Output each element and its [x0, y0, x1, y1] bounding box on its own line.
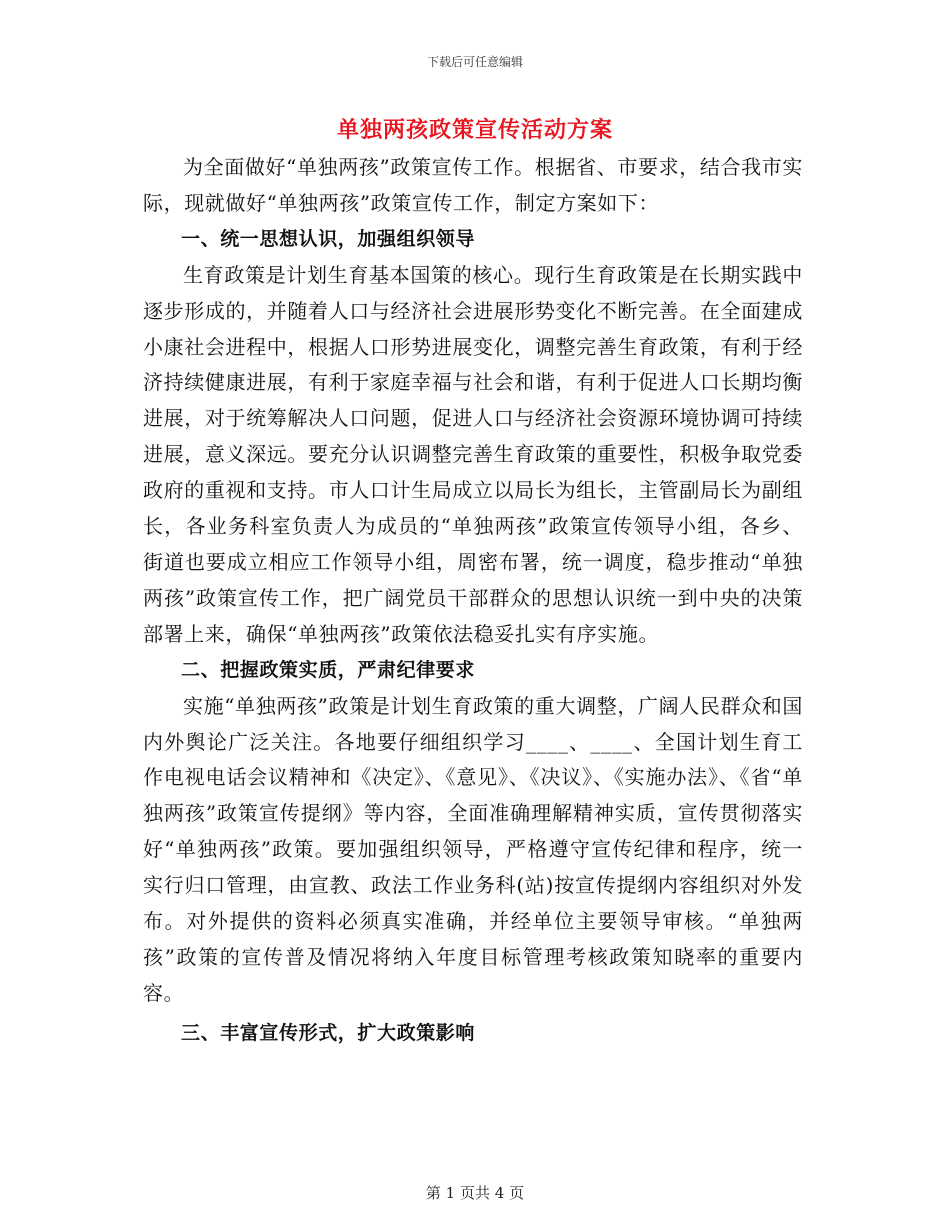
document-body	[143, 150, 803, 1052]
page-header-note: 下载后可任意编辑	[426, 55, 523, 69]
section-1-heading: 一、统一思想认识，加强组织领导	[181, 227, 476, 250]
section-2-heading: 二、把握政策实质，严肃纪律要求	[181, 658, 476, 681]
document-title: 单独两孩政策宣传活动方案	[336, 117, 613, 143]
intro-paragraph: 为全面做好“单独两孩”政策宣传工作。根据省、市要求，结合我市实际，现就做好“单独两孩”政策宣传工作，制定方案如下：	[143, 155, 803, 215]
section-2-paragraph: 实施“单独两孩”政策是计划生育政策的重大调整，广阔人民群众和国内外舆论广泛关注。各地要仔细组织学习____、____、全国计划生育工作电视电话会议精神和《决定》、《意见》、《决议》、《实施办法》、《省“单独两孩”政策宣传提纲》等内容，全面准确理解精神实质，宣传贯彻落实好“单独两孩”政策。要加强组织领导，严格遵守宣传纪律和程序，统一实行归口管理，由宣教、政法工作业务科(站)按宣传提纲内容组织对外发布。对外提供的资料必须真实准确，并经单位主要领导审核。“单独两孩”政策的宣传普及情况将纳入年度目标管理考核政策知晓率的重要内容。	[143, 693, 803, 1005]
section-3-heading: 三、丰富宣传形式，扩大政策影响	[181, 1021, 476, 1044]
section-1-paragraph: 生育政策是计划生育基本国策的核心。现行生育政策是在长期实践中逐步形成的，并随着人口与经济社会进展形势变化不断完善。在全面建成小康社会进程中，根据人口形势进展变化，调整完善生育政策，有利于经济持续健康进展，有利于家庭幸福与社会和谐，有利于促进人口长期均衡进展，对于统筹解决人口问题，促进人口与经济社会资源环境协调可持续进展，意义深远。要充分认识调整完善生育政策的重要性，积极争取党委政府的重视和支持。市人口计生局成立以局长为组长，主管副局长为副组长，各业务科室负责人为成员的“单独两孩”政策宣传领导小组，各乡、街道也要成立相应工作领导小组，周密布署，统一调度，稳步推动“单独两孩”政策宣传工作，把广阔党员干部群众的思想认识统一到中央的决策部署上来，确保“单独两孩”政策依法稳妥扎实有序实施。	[143, 262, 803, 646]
page-footer-number: 第 1 页共 4 页	[425, 1184, 525, 1202]
